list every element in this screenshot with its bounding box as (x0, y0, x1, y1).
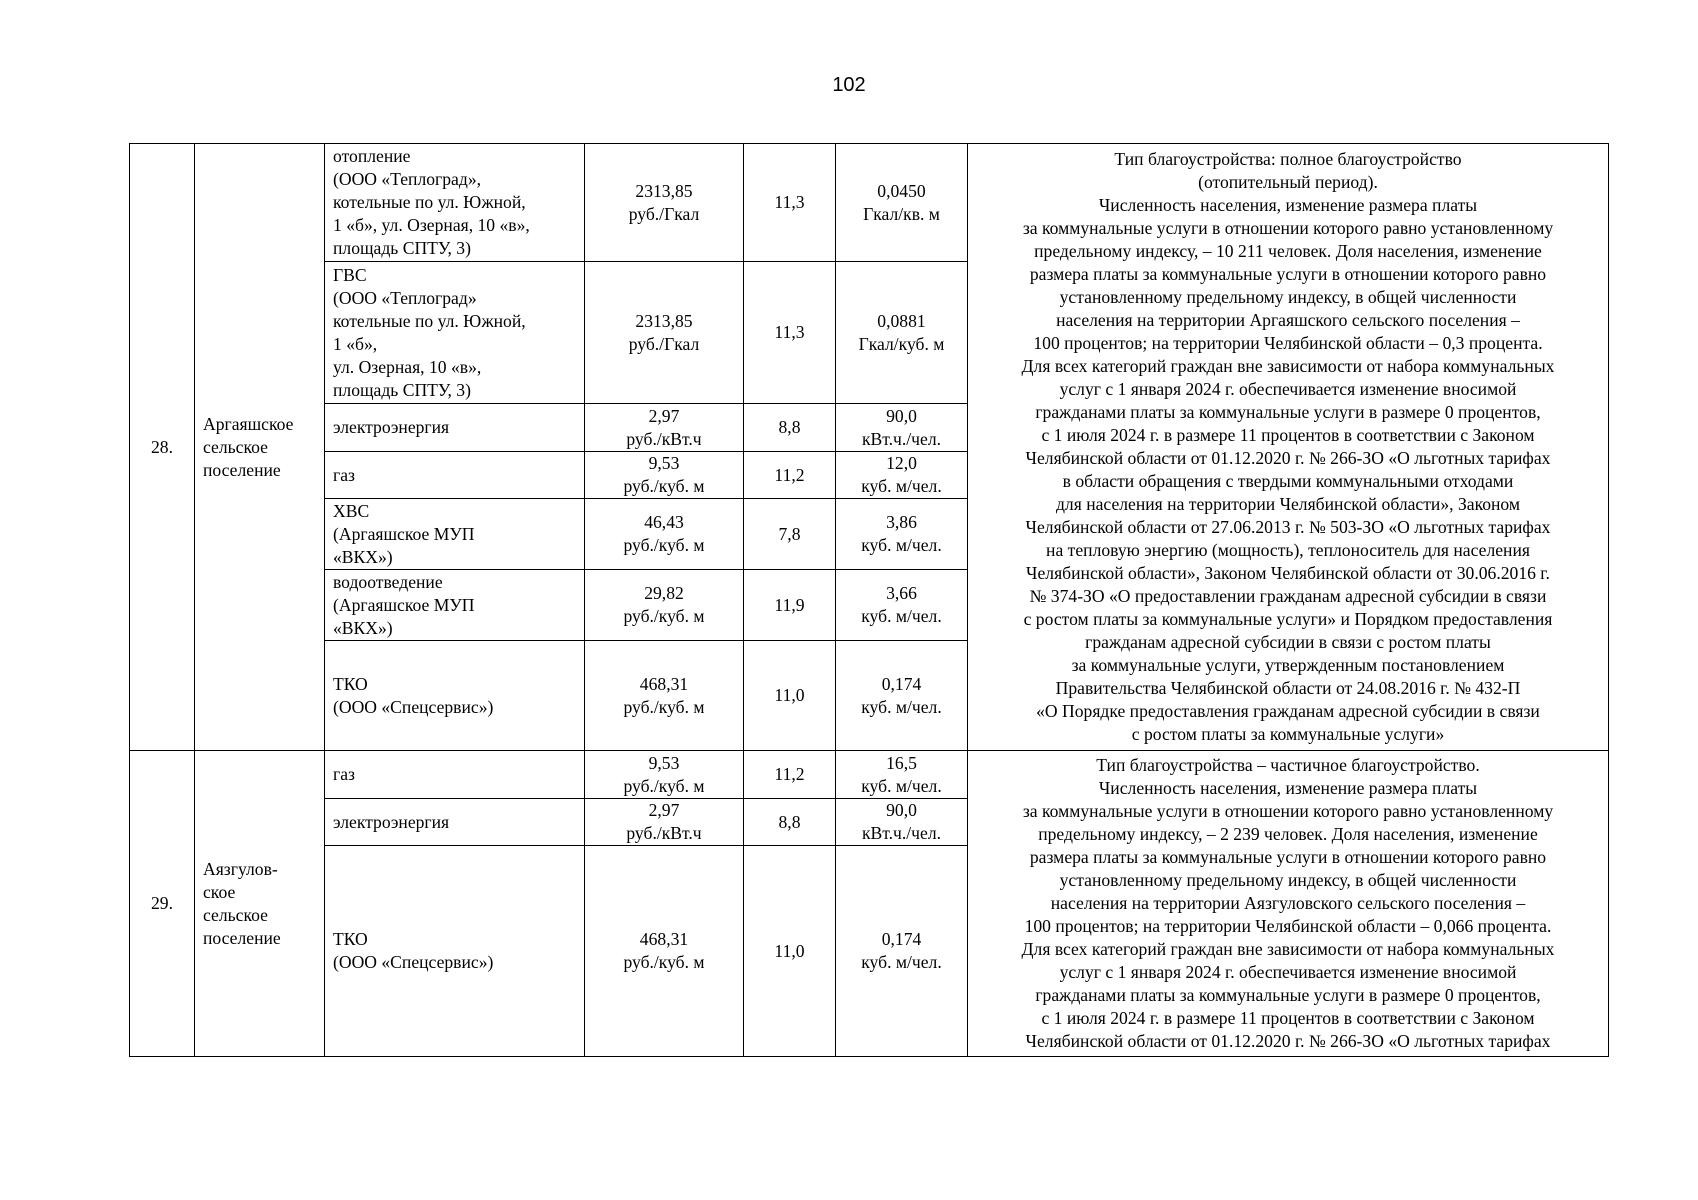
service-name-line: «ВКХ») (333, 617, 393, 638)
volume-line: 0,174 (881, 929, 922, 950)
volume-line: 0,0450 (877, 180, 926, 201)
table-row (130, 751, 1609, 799)
service-name-line: газ (333, 764, 355, 785)
description-line: Тип благоустройства: полное благоустройство (1114, 149, 1462, 169)
index-value: 11,3 (744, 262, 836, 404)
row-number: 28. (130, 144, 195, 751)
settlement-name (195, 751, 325, 1057)
volume-line: 0,174 (881, 673, 922, 694)
table-row (130, 144, 1609, 262)
service-name (325, 499, 585, 570)
consumption-volume (836, 751, 968, 799)
index-value: 11,2 (744, 751, 836, 799)
description-line: с ростом платы за коммунальные услуги» (1131, 724, 1445, 744)
tariff-table (129, 143, 1609, 1057)
service-name-line: электроэнергия (333, 811, 450, 832)
volume-line: куб. м/чел. (861, 535, 942, 555)
tariff-line: руб./Гкал (628, 203, 700, 224)
service-name-line: ГВС (333, 264, 367, 285)
description-line: за коммунальные услуги, утвержденным постановлением (1071, 655, 1505, 675)
tariff-line: 9,53 (648, 752, 680, 773)
index-value: 11,9 (744, 570, 836, 641)
service-name-line: (ООО «Теплоград» (333, 287, 477, 308)
settlement-name-line: ское (203, 881, 236, 902)
description-line: размера платы за коммунальные услуги в отношении которого равно (1029, 264, 1547, 284)
service-name (325, 452, 585, 499)
service-name-line: (Аргаяшское МУП (333, 594, 475, 615)
consumption-volume (836, 262, 968, 404)
service-name-line: площадь СПТУ, 3) (333, 238, 471, 258)
consumption-volume (836, 404, 968, 452)
consumption-volume (836, 144, 968, 262)
service-name-line: котельные по ул. Южной, (333, 310, 526, 331)
consumption-volume (836, 452, 968, 499)
volume-line: 12,0 (886, 453, 917, 473)
settlement-name-line: поселение (203, 459, 281, 480)
tariff-line: 2313,85 (635, 180, 693, 201)
service-name (325, 751, 585, 799)
index-value: 11,3 (744, 144, 836, 262)
tariff (585, 799, 744, 846)
settlement-name-line: Аязгулов- (203, 858, 278, 879)
description-line: с 1 июля 2024 г. в размере 11 процентов в соответствии с Законом (1041, 425, 1535, 445)
volume-line: Гкал/куб. м (858, 333, 945, 354)
index-value: 11,0 (744, 846, 836, 1057)
description-line: с ростом платы за коммунальные услуги» и Порядком предоставления (1023, 609, 1553, 629)
service-name-line: отопление (333, 146, 411, 166)
service-name-line: электроэнергия (333, 417, 450, 437)
service-name-line: газ (333, 464, 355, 485)
service-name (325, 641, 585, 751)
description-line: с 1 июля 2024 г. в размере 11 процентов в соответствии с Законом (1041, 1008, 1535, 1028)
description-line: гражданами платы за коммунальные услуги в размере 0 процентов, (1035, 985, 1541, 1005)
index-value: 8,8 (744, 404, 836, 452)
service-name (325, 404, 585, 452)
service-name (325, 570, 585, 641)
service-name (325, 846, 585, 1057)
description-line: услуг с 1 января 2024 г. обеспечивается изменение вносимой (1059, 962, 1517, 982)
service-name-line: ХВС (333, 500, 370, 521)
description-line: населения на территории Аязгуловского сельского поселения – (1050, 893, 1526, 913)
service-name-line: ул. Озерная, 10 «в», (333, 356, 482, 377)
tariff (585, 452, 744, 499)
consumption-volume (836, 499, 968, 570)
service-name-line: (Аргаяшское МУП (333, 523, 475, 544)
service-name-line: ТКО (333, 673, 368, 694)
tariff-line: 9,53 (648, 453, 680, 473)
service-name (325, 144, 585, 262)
volume-line: куб. м/чел. (861, 775, 942, 796)
volume-line: кВт.ч./чел. (861, 428, 942, 449)
consumption-volume (836, 641, 968, 751)
volume-line: куб. м/чел. (861, 696, 942, 717)
volume-line: куб. м/чел. (861, 952, 942, 973)
tariff-line: руб./куб. м (623, 952, 705, 973)
settlement-name (195, 144, 325, 751)
description-line: (отопительный период). (1198, 172, 1378, 192)
volume-line: куб. м/чел. (861, 606, 942, 626)
description-line: на тепловую энергию (мощность), теплоноситель для населения (1046, 540, 1530, 560)
tariff-line: руб./кВт.ч (626, 428, 702, 449)
description-line: 100 процентов; на территории Челябинской области – 0,066 процента. (1024, 916, 1552, 936)
volume-line: 16,5 (886, 752, 917, 773)
tariff-line: руб./куб. м (623, 696, 705, 717)
volume-line: Гкал/кв. м (863, 203, 940, 224)
service-name-line: «ВКХ») (333, 546, 393, 567)
service-name-line: ТКО (333, 929, 368, 950)
service-name-line: площадь СПТУ, 3) (333, 379, 471, 400)
tariff (585, 262, 744, 404)
volume-line: 90,0 (886, 800, 917, 821)
service-name-line: котельные по ул. Южной, (333, 192, 526, 212)
description-line: гражданами платы за коммунальные услуги в размере 0 процентов, (1035, 402, 1541, 422)
description-line: Для всех категорий граждан вне зависимости от набора коммунальных (1021, 939, 1555, 959)
service-name (325, 262, 585, 404)
description-line: установленному предельному индексу, в общей численности (1059, 870, 1517, 890)
description-line: «О Порядке предоставления гражданам адресной субсидии в связи (1036, 701, 1540, 721)
tariff-line: руб./Гкал (628, 333, 700, 354)
service-name-line: (ООО «Спецсервис») (333, 696, 494, 717)
tariff-line: 2,97 (648, 800, 680, 821)
volume-line: 90,0 (886, 405, 917, 426)
description-line: за коммунальные услуги в отношении которого равно установленному (1022, 218, 1554, 238)
tariff (585, 846, 744, 1057)
service-name-line: (ООО «Спецсервис») (333, 952, 494, 973)
service-name-line: 1 «б», ул. Озерная, 10 «в», (333, 215, 530, 235)
tariff-line: 468,31 (639, 929, 689, 950)
tariff (585, 641, 744, 751)
tariff-line: руб./куб. м (623, 606, 705, 626)
description-line: размера платы за коммунальные услуги в отношении которого равно (1029, 847, 1547, 867)
index-value: 11,0 (744, 641, 836, 751)
volume-line: кВт.ч./чел. (861, 823, 942, 844)
description-line: Челябинской области от 27.06.2013 г. № 503-ЗО «О льготных тарифах (1025, 517, 1551, 537)
tariff-line: руб./кВт.ч (626, 823, 702, 844)
description-line: № 374-ЗО «О предоставлении гражданам адресной субсидии в связи (1029, 586, 1547, 606)
description-line: Челябинской области», Законом Челябинской области от 30.06.2016 г. (1026, 563, 1550, 583)
description (968, 751, 1609, 1057)
service-name (325, 799, 585, 846)
description-line: для населения на территории Челябинской области», Законом (1055, 494, 1521, 514)
consumption-volume (836, 846, 968, 1057)
tariff-line: 2,97 (648, 405, 680, 426)
description-line: в области обращения с твердыми коммунальными отходами (1062, 471, 1514, 491)
description-line: Челябинской области от 01.12.2020 г. № 266-ЗО «О льготных тарифах (1025, 448, 1551, 468)
volume-line: 3,86 (886, 512, 917, 532)
index-value: 7,8 (744, 499, 836, 570)
tariff (585, 499, 744, 570)
settlement-name-line: сельское (203, 436, 268, 457)
row-number: 29. (130, 751, 195, 1057)
description (968, 144, 1609, 751)
description-line: гражданам адресной субсидии в связи с ростом платы (1085, 632, 1491, 652)
settlement-name-line: сельское (203, 904, 268, 925)
description-line: установленному предельному индексу, в общей численности (1059, 287, 1517, 307)
service-name-line: водоотведение (333, 571, 443, 592)
description-line: Челябинской области от 01.12.2020 г. № 266-ЗО «О льготных тарифах (1025, 1031, 1551, 1051)
description-line: Численность населения, изменение размера платы (1098, 778, 1478, 798)
volume-line: 0,0881 (877, 310, 926, 331)
description-line: Тип благоустройства – частичное благоустройство. (1096, 755, 1480, 775)
page-number: 102 (832, 74, 866, 96)
description-line: 100 процентов; на территории Челябинской области – 0,3 процента. (1033, 333, 1543, 353)
service-name-line: (ООО «Теплоград», (333, 169, 482, 189)
tariff-line: руб./куб. м (623, 476, 705, 496)
tariff (585, 144, 744, 262)
description-line: услуг с 1 января 2024 г. обеспечивается изменение вносимой (1059, 379, 1517, 399)
description-line: предельному индексу, – 10 211 человек. Доля населения, изменение (1034, 241, 1542, 261)
service-name-line: 1 «б», (333, 333, 378, 354)
index-value: 11,2 (744, 452, 836, 499)
consumption-volume (836, 799, 968, 846)
tariff-line: 46,43 (644, 512, 684, 532)
tariff (585, 751, 744, 799)
description-line: населения на территории Аргаяшского сельского поселения – (1056, 310, 1520, 330)
description-line: Численность населения, изменение размера платы (1098, 195, 1478, 215)
tariff-line: 468,31 (639, 673, 689, 694)
volume-line: 3,66 (886, 583, 917, 603)
description-line: Правительства Челябинской области от 24.08.2016 г. № 432-П (1055, 678, 1521, 698)
tariff (585, 404, 744, 452)
description-line: предельному индексу, – 2 239 человек. Доля населения, изменение (1038, 824, 1538, 844)
tariff-line: руб./куб. м (623, 535, 705, 555)
settlement-name-line: поселение (203, 927, 281, 948)
description-line: Для всех категорий граждан вне зависимости от набора коммунальных (1021, 356, 1555, 376)
consumption-volume (836, 570, 968, 641)
tariff (585, 570, 744, 641)
description-line: за коммунальные услуги в отношении которого равно установленному (1022, 801, 1554, 821)
tariff-line: 2313,85 (635, 310, 693, 331)
volume-line: куб. м/чел. (861, 476, 942, 496)
index-value: 8,8 (744, 799, 836, 846)
tariff-line: руб./куб. м (623, 775, 705, 796)
tariff-line: 29,82 (644, 583, 684, 603)
settlement-name-line: Аргаяшское (203, 413, 294, 434)
